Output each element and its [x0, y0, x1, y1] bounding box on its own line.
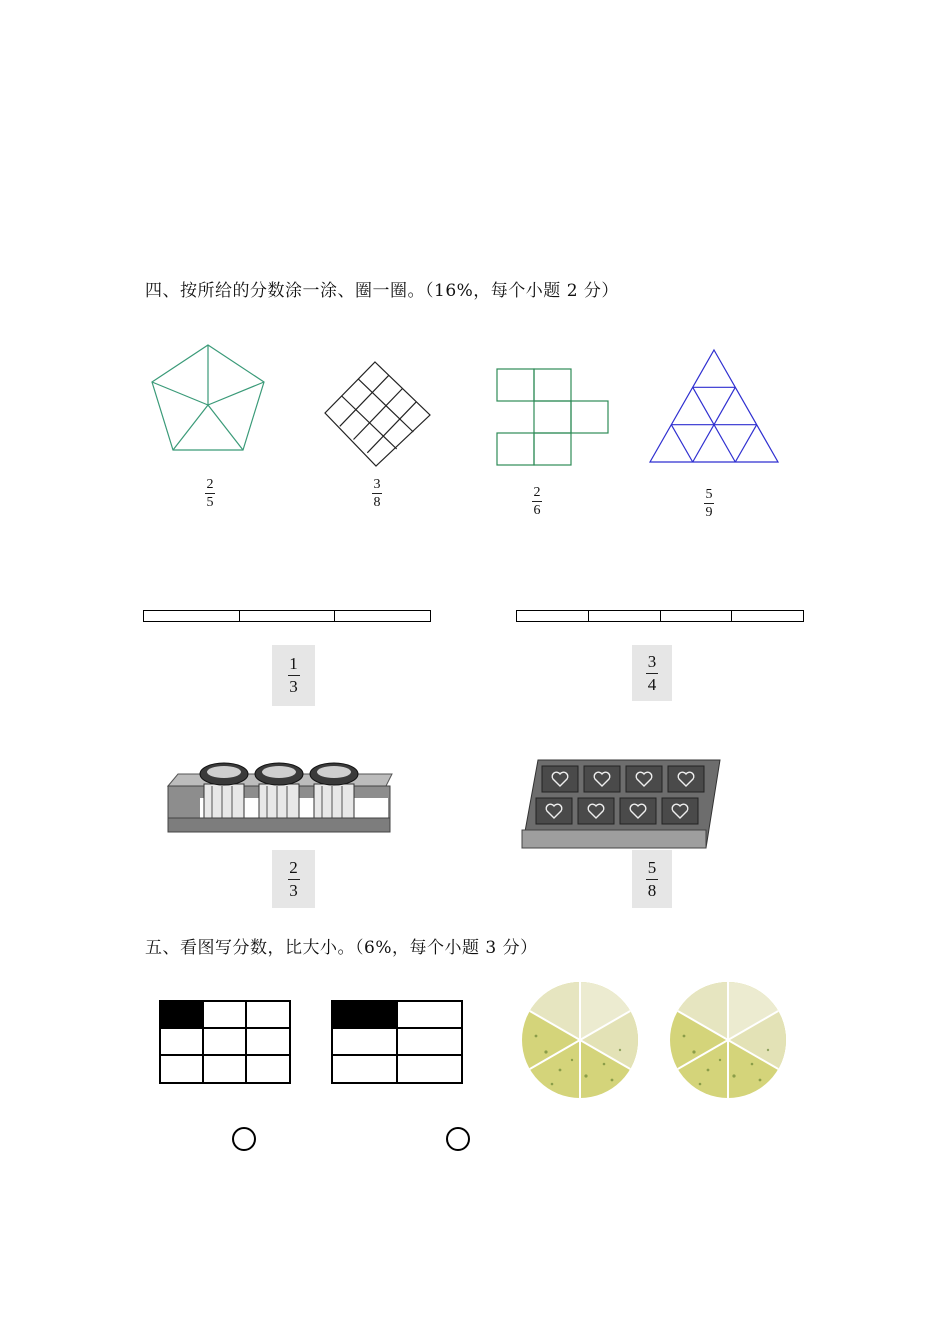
strip-cell — [517, 611, 589, 621]
numerator: 3 — [647, 651, 657, 671]
fraction-chocolate — [632, 850, 672, 908]
section-4-heading: 四、按所给的分数涂一涂、圈一圈。（16%，每个小题 2 分） — [145, 281, 619, 301]
fraction-bar — [704, 503, 714, 504]
fraction-bar — [372, 493, 382, 494]
denominator: 8 — [647, 880, 657, 900]
denominator: 3 — [289, 677, 298, 696]
denominator: 9 — [705, 505, 713, 520]
pentagon-shape — [148, 342, 268, 454]
strip-cell — [144, 611, 240, 621]
fraction-diamond — [372, 477, 382, 510]
denominator: 6 — [533, 503, 541, 518]
fraction-bar — [205, 493, 215, 494]
grid-ninths — [158, 999, 292, 1085]
numerator: 5 — [647, 857, 657, 877]
compare-circle-1[interactable] — [232, 1127, 256, 1151]
fraction-strip-1 — [272, 645, 315, 706]
numerator: 2 — [206, 477, 214, 492]
strip-thirds — [143, 610, 431, 622]
strip-cell — [335, 611, 430, 621]
fraction-bar — [646, 879, 658, 880]
fraction-triangle — [704, 487, 714, 520]
numerator: 5 — [705, 487, 713, 502]
strip-cell — [732, 611, 803, 621]
denominator: 5 — [206, 495, 214, 510]
fraction-bar — [532, 501, 542, 502]
triangle-grid-shape — [648, 348, 780, 466]
numerator: 2 — [289, 857, 298, 877]
strip-quarters — [516, 610, 804, 622]
cross-grid-shape — [496, 368, 610, 468]
chocolate-box-image — [516, 758, 726, 854]
denominator: 8 — [373, 495, 381, 510]
fraction-pentagon — [205, 477, 215, 510]
grid-sixths — [330, 999, 464, 1085]
compare-circle-2[interactable] — [446, 1127, 470, 1151]
pizza-left — [516, 980, 644, 1100]
fraction-yogurt — [272, 850, 315, 908]
fraction-cross — [532, 485, 542, 518]
denominator: 3 — [289, 880, 298, 900]
strip-cell — [589, 611, 661, 621]
fraction-bar — [646, 673, 658, 674]
fraction-bar — [288, 675, 300, 676]
strip-cell — [661, 611, 733, 621]
numerator: 1 — [289, 654, 298, 673]
numerator: 3 — [373, 477, 381, 492]
diamond-grid-shape — [322, 360, 432, 468]
denominator: 4 — [647, 674, 657, 694]
numerator: 2 — [533, 485, 541, 500]
fraction-strip-2 — [632, 645, 672, 701]
pizza-right — [664, 980, 792, 1100]
section-5-heading: 五、看图写分数，比大小。（6%，每个小题 3 分） — [145, 938, 538, 958]
strip-cell — [240, 611, 336, 621]
yogurt-cups-image — [156, 756, 396, 846]
fraction-bar — [288, 879, 300, 880]
